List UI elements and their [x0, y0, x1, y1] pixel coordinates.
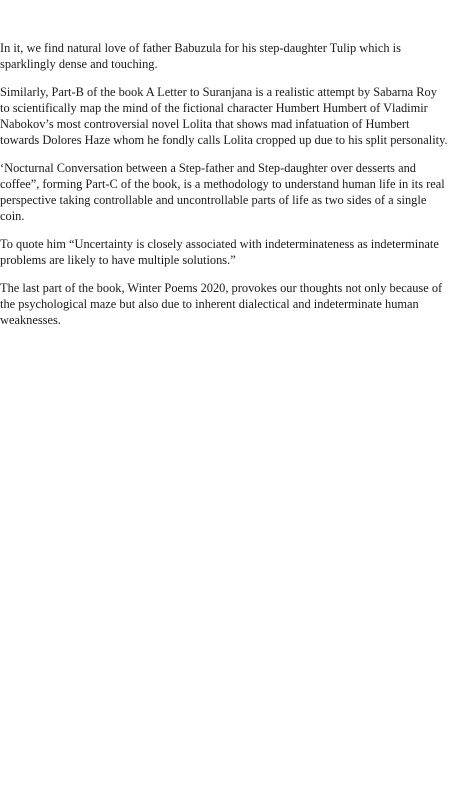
paragraph-quote-uncertainty: To quote him “Uncertainty is closely associated with indeterminateness as indeterminate problems are likely to have multiple solutions.” [0, 237, 439, 267]
paragraph-winter-poems-2020: The last part of the book, Winter Poems 2020, provokes our thoughts not only because of the psychological maze but also due to inherent dialectical and indeterminate human weaknesses. [0, 281, 443, 327]
paragraph-babuzula-tulip: In it, we find natural love of father Babuzula for his step-daughter Tulip which is sparklingly dense and touching. [0, 41, 401, 71]
paragraph-part-b-letter-to-suranjana: Similarly, Part-B of the book A Letter to Suranjana is a realistic attempt by Sabarna Roy to scientifically map the mind of the fictional character Humbert Humbert of Vladimir Nabokov’s most controversial novel Lolita that shows mad infatuation of Humbert towards Dolores Haze whom he fondly calls Lolita cropped up due to his split personality. [0, 85, 448, 147]
paragraph-part-c-nocturnal-conversation: ‘Nocturnal Conversation between a Step-father and Step-daughter over desserts and coffee”, forming Part-C of the book, is a methodology to understand human life in its real perspective taking controllable and uncontrollable parts of life as two sides of a single coin. [0, 161, 445, 223]
article-body [0, 40, 450, 800]
